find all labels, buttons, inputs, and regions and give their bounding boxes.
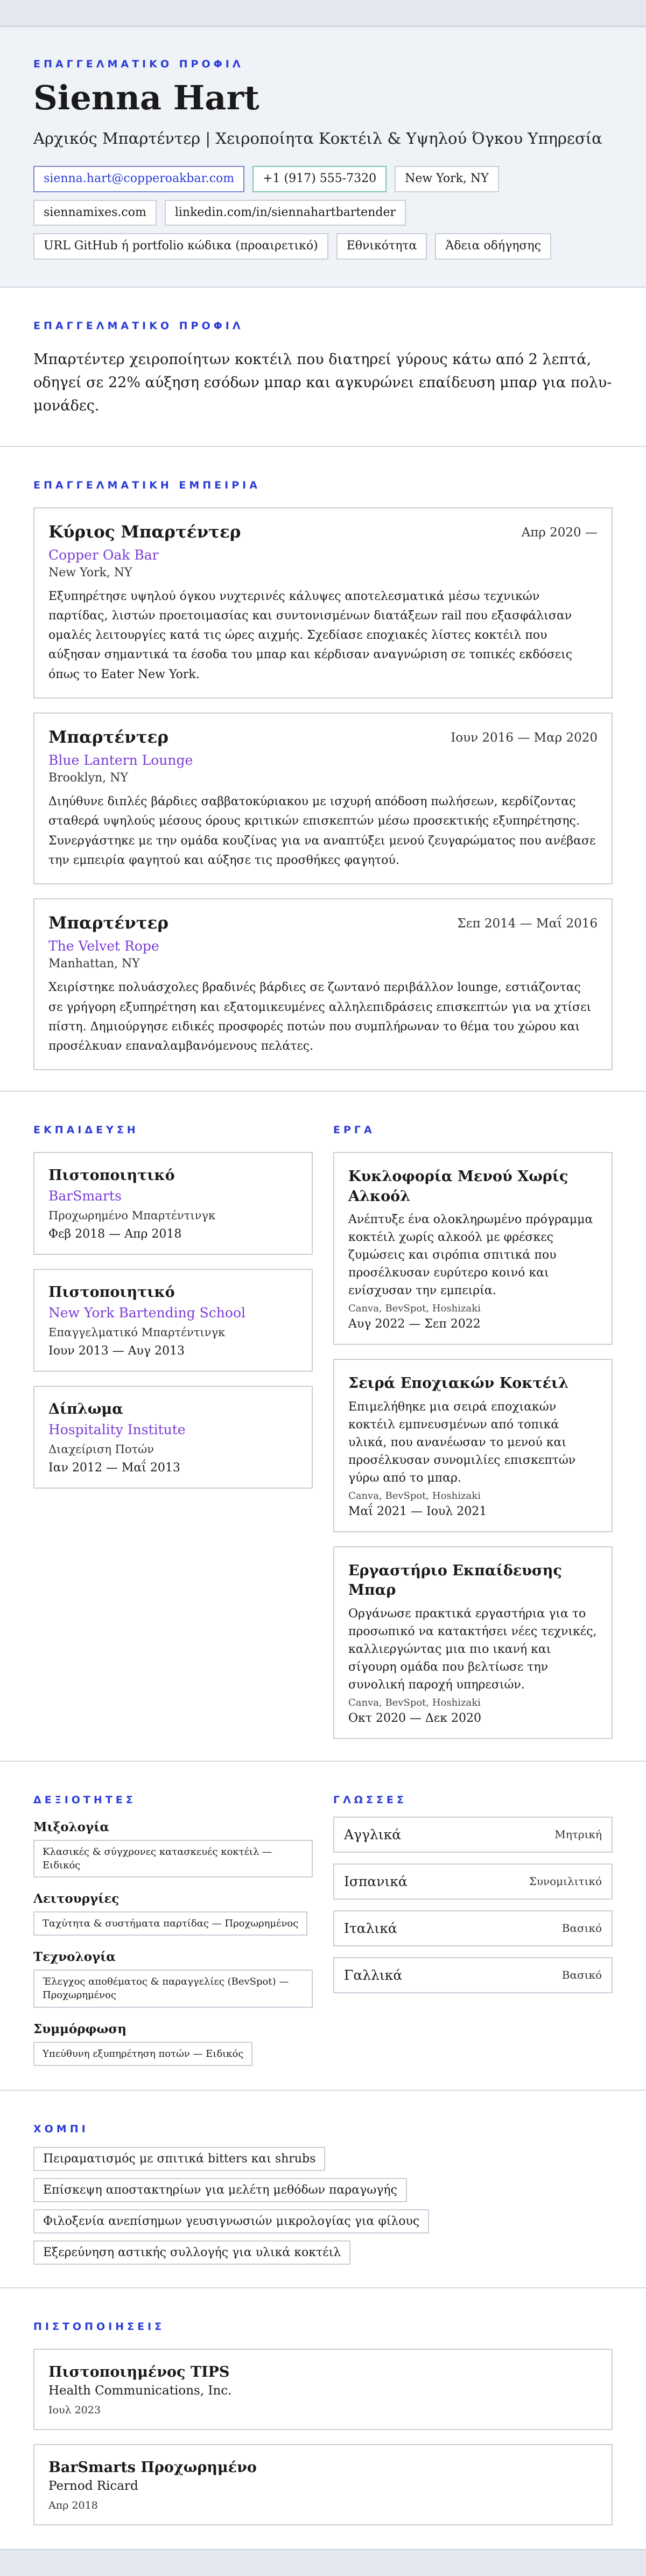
language-level: Βασικό <box>561 1968 602 1982</box>
license-chip: Άδεια οδήγησης <box>435 233 551 260</box>
project-tools: Canva, BevSpot, Hoshizaki <box>348 1697 481 1708</box>
skill-category: Τεχνολογία <box>33 1950 116 1965</box>
certification-title: Πιστοποιημένος TIPS <box>48 2363 230 2380</box>
experience-heading: ΕΠΑΓΓΕΛΜΑΤΙΚΗ ΕΜΠΕΙΡΙΑ <box>33 479 261 491</box>
education-projects-section <box>0 1092 646 1761</box>
language-name: Αγγλικά <box>344 1826 402 1842</box>
github-chip[interactable]: URL GitHub ή portfolio κώδικα (προαιρετικό) <box>33 233 328 260</box>
institution-name: New York Bartending School <box>48 1305 245 1321</box>
project-date: Οκτ 2020 — Δεκ 2020 <box>348 1711 481 1725</box>
education-column <box>33 1124 313 1739</box>
hobby-chip: Πειραματισμός με σπιτικά bitters και shrubs <box>33 2147 325 2171</box>
language-name: Γαλλικά <box>344 1967 403 1983</box>
certifications-section <box>0 2288 646 2549</box>
project-title: Εργαστήριο Εκπαίδευσης Μπαρ <box>348 1562 562 1599</box>
phone-chip[interactable]: +1 (917) 555-7320 <box>252 166 387 192</box>
education-date: Ιαν 2012 — Μαΐ 2013 <box>48 1461 180 1475</box>
skill-category: Συμμόρφωση <box>33 2021 127 2036</box>
institution-name: Hospitality Institute <box>48 1422 186 1438</box>
hobby-chip: Φιλοξενία ανεπίσημων γευσιγνωσιών μικρολογίας για φίλους <box>33 2209 429 2233</box>
skills-languages-section <box>0 1762 646 2091</box>
language-item <box>333 1817 613 1853</box>
education-date: Ιουν 2013 — Αυγ 2013 <box>48 1344 185 1358</box>
hobbies-list <box>33 2147 613 2265</box>
experience-item <box>33 507 613 699</box>
languages-heading: ΓΛΩΣΣΕΣ <box>333 1793 407 1806</box>
project-tools: Canva, BevSpot, Hoshizaki <box>348 1490 481 1502</box>
project-date: Αυγ 2022 — Σεπ 2022 <box>348 1317 481 1331</box>
location-chip: New York, NY <box>395 166 499 192</box>
institution-name: BarSmarts <box>48 1188 122 1204</box>
experience-item <box>33 713 613 884</box>
certification-issuer: Pernod Ricard <box>48 2479 138 2493</box>
education-heading: ΕΚΠΑΙΔΕΥΣΗ <box>33 1124 139 1136</box>
job-date: Απρ 2020 — <box>521 525 598 540</box>
contact-chips <box>33 166 613 260</box>
language-level: Βασικό <box>561 1922 602 1935</box>
skills-heading: ΔΕΞΙΟΤΗΤΕΣ <box>33 1793 136 1806</box>
certification-date: Απρ 2018 <box>48 2499 98 2511</box>
job-location: Manhattan, NY <box>48 957 140 971</box>
degree-title: Δίπλωμα <box>48 1401 123 1418</box>
job-title: Μπαρτέντερ <box>48 728 169 748</box>
project-description: Ανέπτυξε ένα ολοκληρωμένο πρόγραμμα κοκτέιλ χωρίς αλκοόλ με φρέσκες ζυμώσεις και σιρόπια σπιτικά που προσέλκυσαν ευρύτερο κοινό και ενίσχυσαν την εμπειρία. <box>348 1213 593 1298</box>
job-date: Σεπ 2014 — Μαΐ 2016 <box>457 917 598 931</box>
skills-column <box>33 1794 313 2066</box>
project-title: Κυκλοφορία Μενού Χωρίς Αλκοόλ <box>348 1168 568 1205</box>
hobbies-section <box>0 2091 646 2288</box>
language-level: Μητρική <box>554 1828 602 1841</box>
job-description: Διηύθυνε διπλές βάρδιες σαββατοκύριακου με ισχυρή απόδοση πωλήσεων, κερδίζοντας σταθερά υψηλούς μέσους όρους κριτικών επισκεπτών μέσω προσεκτικής εξυπηρέτησης. Συνεργάστηκε με την ομάδα κουζίνας για να αναπτύξει μενού ζευγαρώματος που ανέβασε την εμπειρία φαγητού και αύξησε τις προσθήκες φαγητού. <box>48 795 596 867</box>
job-date: Ιουν 2016 — Μαρ 2020 <box>451 731 598 745</box>
hobby-chip: Εξερεύνηση αστικής συλλογής για υλικά κοκτέιλ <box>33 2240 350 2265</box>
languages-column <box>333 1794 613 2066</box>
language-name: Ισπανικά <box>344 1873 408 1889</box>
language-item <box>333 1910 613 1946</box>
nationality-chip: Εθνικότητα <box>336 233 427 260</box>
certification-item <box>33 2444 613 2525</box>
education-date: Φεβ 2018 — Απρ 2018 <box>48 1227 182 1241</box>
project-date: Μαΐ 2021 — Ιουλ 2021 <box>348 1504 487 1518</box>
field-of-study: Επαγγελματικό Μπαρτέντινγκ <box>48 1326 226 1339</box>
job-company: Copper Oak Bar <box>48 547 159 563</box>
experience-section <box>0 447 646 1092</box>
projects-heading: ΕΡΓΑ <box>333 1124 375 1136</box>
certifications-heading: ΠΙΣΤΟΠΟΙΗΣΕΙΣ <box>33 2320 165 2333</box>
profile-heading: ΕΠΑΓΓΕΛΜΑΤΙΚΟ ΠΡΟΦΙΛ <box>33 319 244 332</box>
resume-page <box>0 26 646 2550</box>
field-of-study: Διαχείριση Ποτών <box>48 1443 155 1456</box>
job-description: Εξυπηρέτησε υψηλού όγκου νυχτερινές κάλυψες αποτελεσματικά μέσω τεχνικών παρτίδας, λιστών προετοιμασίας και συντονισμένων διατάξεων rail που εξασφάλισαν ομαλές λειτουργίες κατά τις ώρες αιχμής. Σχεδίασε εποχιακές λίστες κοκτέιλ που αύξησαν σημαντικά τα έσοδα του μπαρ και κέρδισαν αναγνώριση σε τοπικές εκδόσεις όπως το Eater New York. <box>48 589 573 681</box>
linkedin-link[interactable]: linkedin.com/in/siennahartbartender <box>165 200 406 226</box>
hobby-chip: Επίσκεψη αποστακτηρίων για μελέτη μεθόδων παραγωγής <box>33 2178 407 2202</box>
language-level: Συνομιλιτικό <box>529 1875 602 1888</box>
experience-item <box>33 898 613 1070</box>
degree-title: Πιστοποιητικό <box>48 1284 175 1301</box>
skill-chip: Ταχύτητα & συστήματα παρτίδας — Προχωρημένος <box>33 1911 307 1936</box>
certification-title: BarSmarts Προχωρημένο <box>48 2459 257 2476</box>
language-item <box>333 1957 613 1993</box>
profile-summary: Μπαρτέντερ χειροποίητων κοκτέιλ που διατηρεί γύρους κάτω από 2 λεπτά, οδηγεί σε 22% αύξηση εσόδων μπαρ και αγκυρώνει επαίδευση μπαρ για πολυ-μονάδες. <box>33 351 612 415</box>
certification-item <box>33 2349 613 2430</box>
skill-category: Λειτουργίες <box>33 1891 120 1906</box>
education-item <box>33 1269 313 1372</box>
certification-date: Ιουλ 2023 <box>48 2404 101 2416</box>
job-location: Brooklyn, NY <box>48 771 128 785</box>
education-item <box>33 1152 313 1255</box>
project-item <box>333 1152 613 1345</box>
header-eyebrow: ΕΠΑΓΓΕΛΜΑΤΙΚΟ ΠΡΟΦΙΛ <box>33 58 244 70</box>
project-title: Σειρά Εποχιακών Κοκτέιλ <box>348 1375 569 1392</box>
project-tools: Canva, BevSpot, Hoshizaki <box>348 1303 481 1315</box>
skill-category: Μιξολογία <box>33 1819 110 1834</box>
candidate-headline: Αρχικός Μπαρτέντερ | Χειροποίητα Κοκτέιλ & Υψηλού Όγκου Υπηρεσία <box>33 129 602 148</box>
field-of-study: Προχωρημένο Μπαρτέντινγκ <box>48 1209 216 1223</box>
certification-issuer: Health Communications, Inc. <box>48 2383 232 2398</box>
project-item <box>333 1359 613 1532</box>
resume-header <box>0 27 646 288</box>
job-description: Χειρίστηκε πολυάσχολες βραδινές βάρδιες σε ζωντανό περιβάλλον lounge, εστιάζοντας σε γρήγορη εξυπηρέτηση και εξατομικευμένες αλληλεπιδράσεις επισκεπτών για να χτίσει πίστη. Δημιούργησε ειδικές προσφορές ποτών που συμπλήρωναν το θέμα του χώρου και προσέλκυαν επαναλαμβανόμενους πελάτες. <box>48 981 592 1053</box>
project-description: Οργάνωσε πρακτικά εργαστήρια για το προσωπικό να κατακτήσει νέες τεχνικές, καλλιεργώντας μια πιο ικανή και σίγουρη ομάδα που βελτίωσε την συνολική παροχή υπηρεσιών. <box>348 1607 597 1692</box>
website-link[interactable]: siennamixes.com <box>33 200 157 226</box>
skill-chip: Έλεγχος αποθέματος & παραγγελίες (BevSpot) — Προχωρημένος <box>33 1970 313 2007</box>
skill-chip: Κλασικές & σύγχρονες κατασκευές κοκτέιλ — Ειδικός <box>33 1840 313 1877</box>
language-name: Ιταλικά <box>344 1920 397 1936</box>
hobbies-heading: ΧΟΜΠΙ <box>33 2123 89 2135</box>
project-item <box>333 1546 613 1739</box>
skill-chip: Υπεύθυνη εξυπηρέτηση ποτών — Ειδικός <box>33 2042 252 2066</box>
projects-column <box>333 1124 613 1739</box>
candidate-name: Sienna Hart <box>33 78 259 117</box>
degree-title: Πιστοποιητικό <box>48 1167 175 1184</box>
job-location: New York, NY <box>48 566 132 580</box>
job-title: Κύριος Μπαρτέντερ <box>48 522 241 542</box>
job-title: Μπαρτέντερ <box>48 913 169 933</box>
job-company: Blue Lantern Lounge <box>48 752 193 769</box>
project-description: Επιμελήθηκε μια σειρά εποχιακών κοκτέιλ εμπνευσμένων από τοπικά υλικά, που ανανέωσαν το μενού και προσέλκυσαν συνομιλίες επισκεπτών γύρω από το μπαρ. <box>348 1400 576 1485</box>
education-item <box>33 1386 313 1489</box>
job-company: The Velvet Rope <box>48 938 159 954</box>
language-item <box>333 1863 613 1900</box>
email-link[interactable]: sienna.hart@copperoakbar.com <box>33 166 244 192</box>
profile-section <box>0 288 646 447</box>
